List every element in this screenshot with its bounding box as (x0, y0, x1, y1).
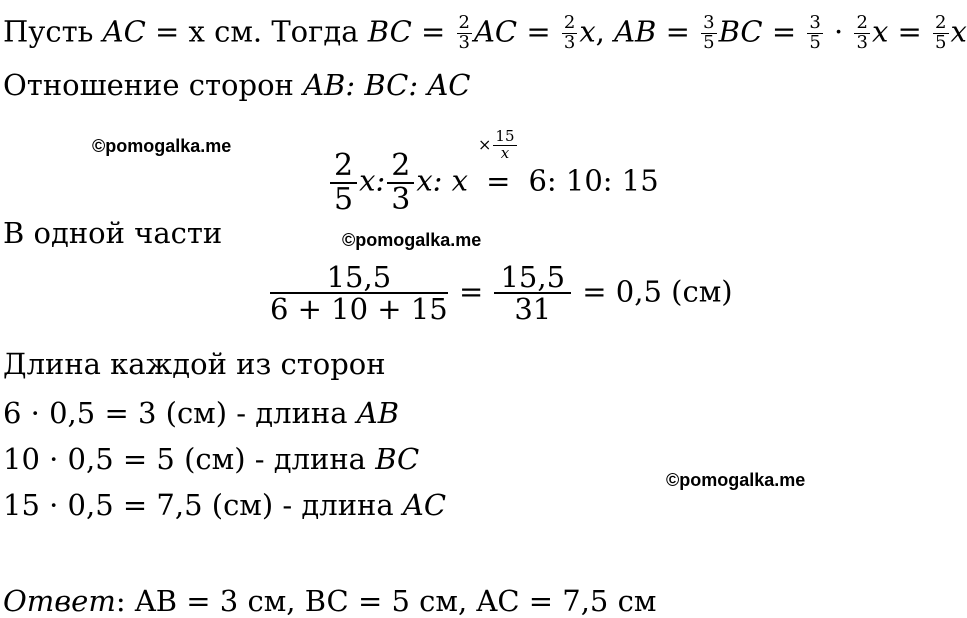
fraction: $\frac{15,5}{31}$ (494, 262, 571, 325)
answer-label: Ответ (3, 584, 116, 618)
ratio-result: 6: 10: 15 (528, 163, 659, 198)
var-ab: AB (614, 14, 657, 49)
var-ac: AC (102, 14, 146, 49)
text: = 0,5 (см) (582, 274, 733, 309)
var: AB (356, 396, 400, 430)
var-x: x (871, 14, 889, 49)
text: = (458, 274, 484, 309)
text: - длина (245, 442, 376, 476)
fraction: $\frac{2}{5}$ (935, 12, 947, 53)
watermark: ©pomogalka.me (666, 470, 806, 490)
var-bc: BC (367, 14, 412, 49)
text: Длина каждой из сторон (3, 347, 386, 381)
var-ac: AC (473, 14, 518, 49)
fraction: $\frac{2}{3}$ (387, 150, 414, 215)
text: = (888, 14, 932, 49)
text: = (411, 14, 455, 49)
ratio-line (328, 126, 659, 217)
fraction: $\frac{3}{5}$ (809, 12, 821, 53)
text: 6 · 0,5 = 3 (см) (3, 396, 228, 430)
text: , (595, 14, 615, 49)
text: см. Тогда (204, 14, 368, 49)
text: = (656, 14, 700, 49)
multiplier-equals: × $\frac{15}{x}$ = (477, 161, 519, 201)
text: В одной части (3, 216, 223, 250)
answer-text: : AB = 3 см, BC = 5 см, AC = 7,5 см (115, 584, 657, 618)
text: = (762, 14, 806, 49)
text: Отношение сторон (3, 68, 304, 102)
text: = x (145, 14, 205, 49)
text: = (517, 14, 560, 49)
multiplier: × $\frac{15}{x}$ (478, 126, 515, 162)
var-x: x (579, 14, 596, 49)
ratio-expression: AB: BC: AC (303, 68, 471, 102)
side-row-ac (3, 488, 446, 522)
line-3 (3, 216, 222, 250)
fraction: $\frac{3}{5}$ (703, 12, 715, 53)
text: 15 · 0,5 = 7,5 (см) (3, 488, 274, 522)
fraction: $\frac{2}{3}$ (856, 12, 868, 53)
text: x: x (416, 163, 469, 198)
var: BC (375, 442, 420, 476)
side-row-ab (3, 396, 399, 430)
fraction: $\frac{2}{3}$ (458, 12, 470, 53)
fraction: $\frac{15,5}{6 + 10 + 15}$ (270, 260, 448, 327)
text: · (824, 14, 853, 49)
answer-line (3, 584, 656, 618)
text: - длина (227, 396, 357, 430)
text: x: (359, 163, 386, 198)
var-x: x (950, 14, 967, 49)
side-row-bc (3, 442, 419, 476)
var: AC (402, 488, 447, 522)
watermark: ©pomogalka.me (342, 230, 482, 250)
text: 10 · 0,5 = 5 (см) (3, 442, 246, 476)
part-line (268, 262, 733, 325)
line-4 (3, 347, 386, 381)
var-bc: BC (718, 14, 763, 49)
text: - длина (273, 488, 403, 522)
text: Пусть (3, 14, 103, 49)
line-1 (3, 14, 967, 53)
fraction: $\frac{2}{3}$ (563, 12, 576, 53)
watermark: ©pomogalka.me (92, 136, 232, 156)
fraction: $\frac{2}{5}$ (330, 150, 357, 215)
line-2 (3, 68, 471, 102)
fraction: $\frac{15}{x}$ (495, 126, 515, 162)
